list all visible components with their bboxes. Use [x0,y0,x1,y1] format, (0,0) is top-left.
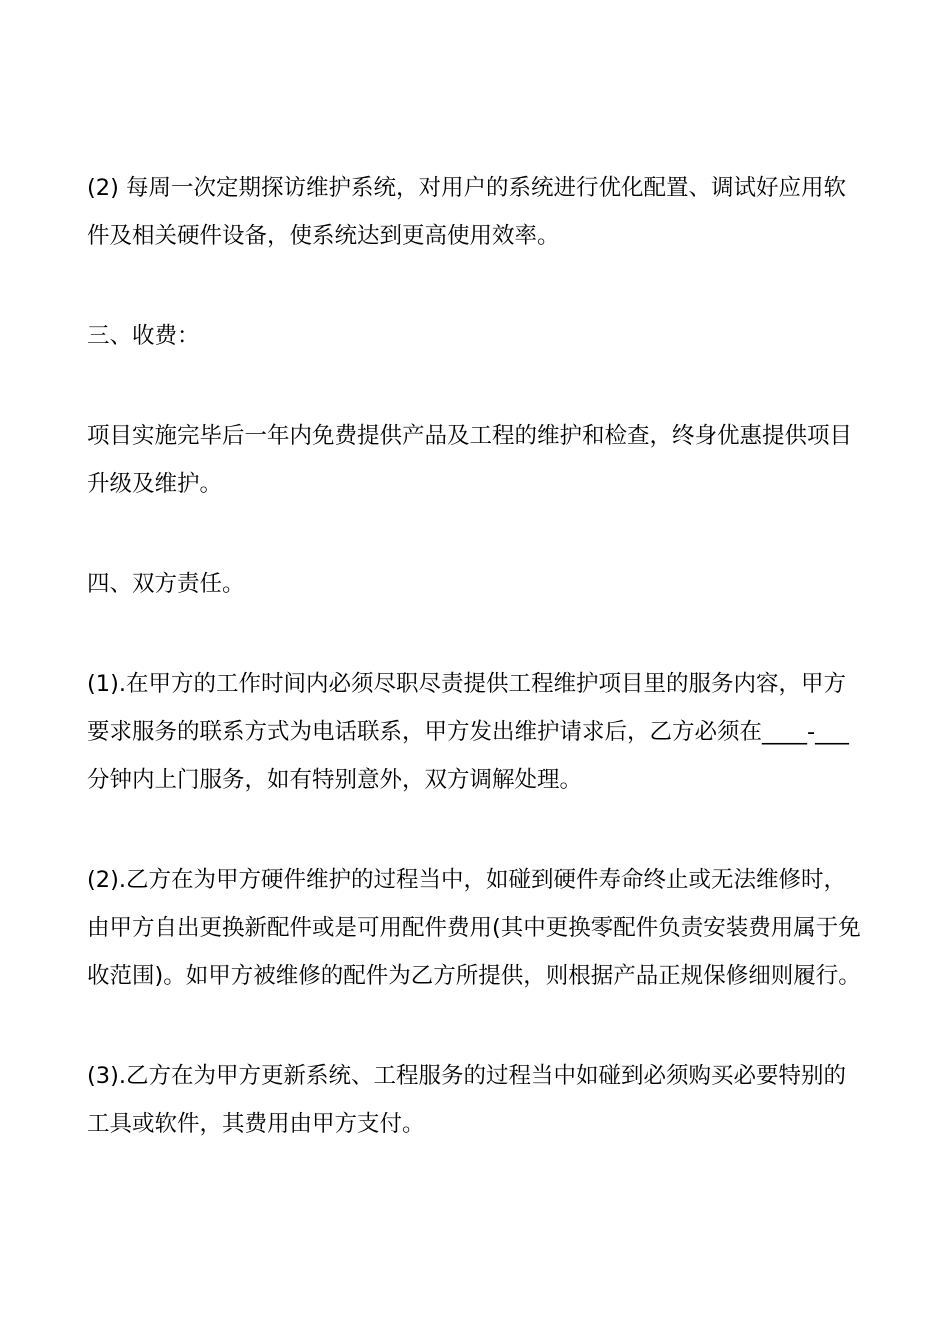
document-body [87,164,867,1148]
paragraph-responsibility-2: (2).乙方在为甲方硬件维护的过程当中，如碰到硬件寿命终止或无法维修时，由甲方自出更换新配件或是可用配件费用(其中更换零配件负责安装费用属于免收范围)。如甲方被维修的配件为乙方所提供，则根据产品正规保修细则履行。 [87,867,861,989]
paragraph-responsibility-1: (1).在甲方的工作时间内必须尽职尽责提供工程维护项目里的服务内容，甲方要求服务的联系方式为电话联系，甲方发出维护请求后，乙方必须在____-___分钟内上门服务，如有特别意外，双方调解处理。 [87,671,849,793]
section-heading-fees: 三、收费： [87,323,200,349]
paragraph-fees: 项目实施完毕后一年内免费提供产品及工程的维护和检查，终身优惠提供项目升级及维护。 [87,423,853,497]
section-heading-responsibilities: 四、双方责任。 [87,571,245,597]
paragraph-item-2: (2) 每周一次定期探访维护系统，对用户的系统进行优化配置、调试好应用软件及相关硬件设备，使系统达到更高使用效率。 [87,175,847,249]
paragraph-responsibility-3: (3).乙方在为甲方更新系统、工程服务的过程当中如碰到必须购买必要特别的工具或软件，其费用由甲方支付。 [87,1063,847,1137]
